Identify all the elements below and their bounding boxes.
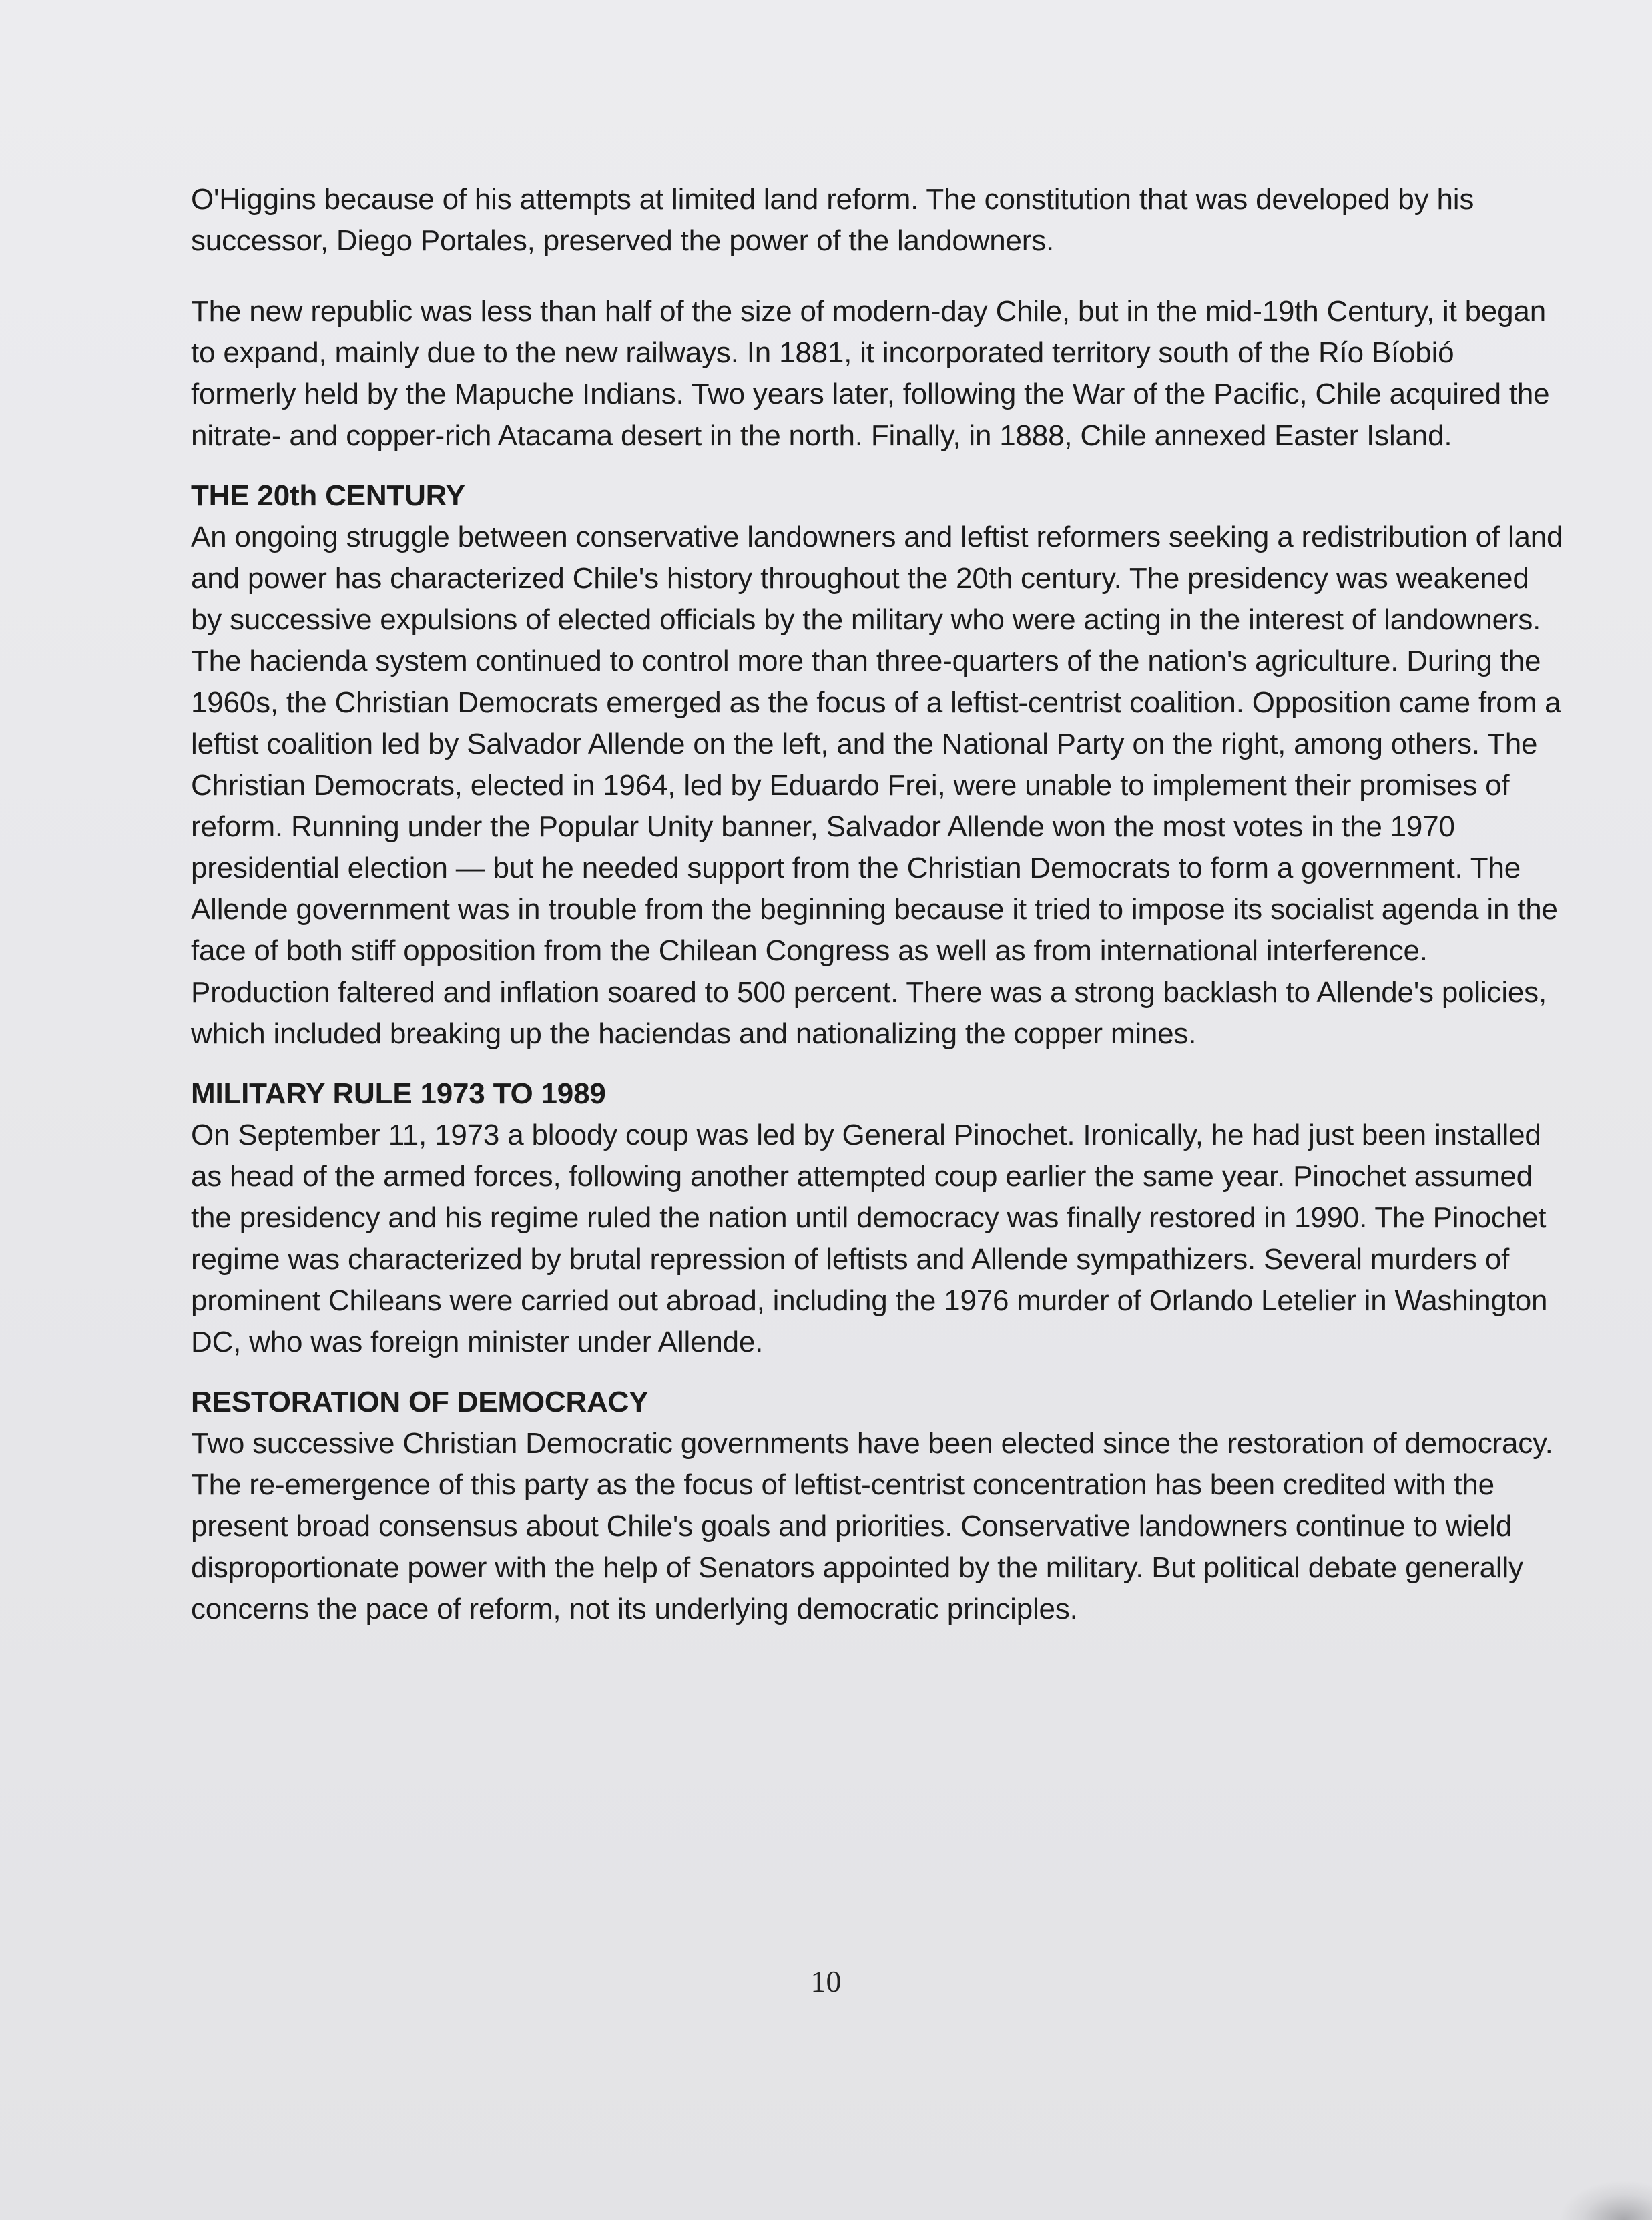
page-number: 10 [810, 1964, 842, 1998]
paragraph-new-republic: The new republic was less than half of the size of modern-day Chile, but in the mid-19th Century, it began to expand, mainly due to the new railways. In 1881, it incorporated territory south of the Río Bíobió formerly held by the Mapuche Indians. Two years later, following the War of the Pacific, Chile acquired the nitrate- and copper-rich Atacama desert in the north. Finally, in 1888, Chile annexed Easter Island. [191, 295, 1550, 452]
page-body [191, 179, 1566, 1630]
paragraph-restoration: Two successive Christian Democratic governments have been elected since the restoration of democracy. The re-emergence of this party as the focus of leftist-centrist concentration has been credited with the present broad consensus about Chile's goals and priorities. Conservative landowners continue to wield disproportionate power with the help of Senators appointed by the military. But political debate generally concerns the pace of reform, not its underlying democratic principles. [191, 1427, 1553, 1625]
heading-20th-century: THE 20th CENTURY [191, 479, 465, 512]
paragraph-ohiggins: O'Higgins because of his attempts at limited land reform. The constitution that was developed by his successor, Diego Portales, preserved the power of the landowners. [191, 183, 1474, 257]
heading-military-rule: MILITARY RULE 1973 TO 1989 [191, 1077, 606, 1110]
corner-shadow [1559, 2180, 1652, 2220]
heading-restoration: RESTORATION OF DEMOCRACY [191, 1386, 649, 1418]
paragraph-military-rule: On September 11, 1973 a bloody coup was led by General Pinochet. Ironically, he had just been installed as head of the armed forces, following another attempted coup earlier the same year. Pinochet assumed the presidency and his regime ruled the nation until democracy was finally restored in 1990. The Pinochet regime was characterized by brutal repression of leftists and Allende sympathizers. Several murders of prominent Chileans were carried out abroad, including the 1976 murder of Orlando Letelier in Washington DC, who was foreign minister under Allende. [191, 1119, 1548, 1358]
paragraph-20th-century: An ongoing struggle between conservative landowners and leftist reformers seeking a redistribution of land and power has characterized Chile's history throughout the 20th century. The presidency was weakened by successive expulsions of elected officials by the military who were acting in the interest of landowners. The hacienda system continued to control more than three-quarters of the nation's agriculture. During the 1960s, the Christian Democrats emerged as the focus of a leftist-centrist coalition. Opposition came from a leftist coalition led by Salvador Allende on the left, and the National Party on the right, among others. The Christian Democrats, elected in 1964, led by Eduardo Frei, were unable to implement their promises of reform. Running under the Popular Unity banner, Salvador Allende won the most votes in the 1970 presidential election — but he needed support from the Christian Democrats to form a government. The Allende government was in trouble from the beginning because it tried to impose its socialist agenda in the face of both stiff opposition from the Chilean Congress as well as from international interference. Production faltered and inflation soared to 500 percent. There was a strong backlash to Allende's policies, which included breaking up the haciendas and nationalizing the copper mines. [191, 521, 1563, 1050]
